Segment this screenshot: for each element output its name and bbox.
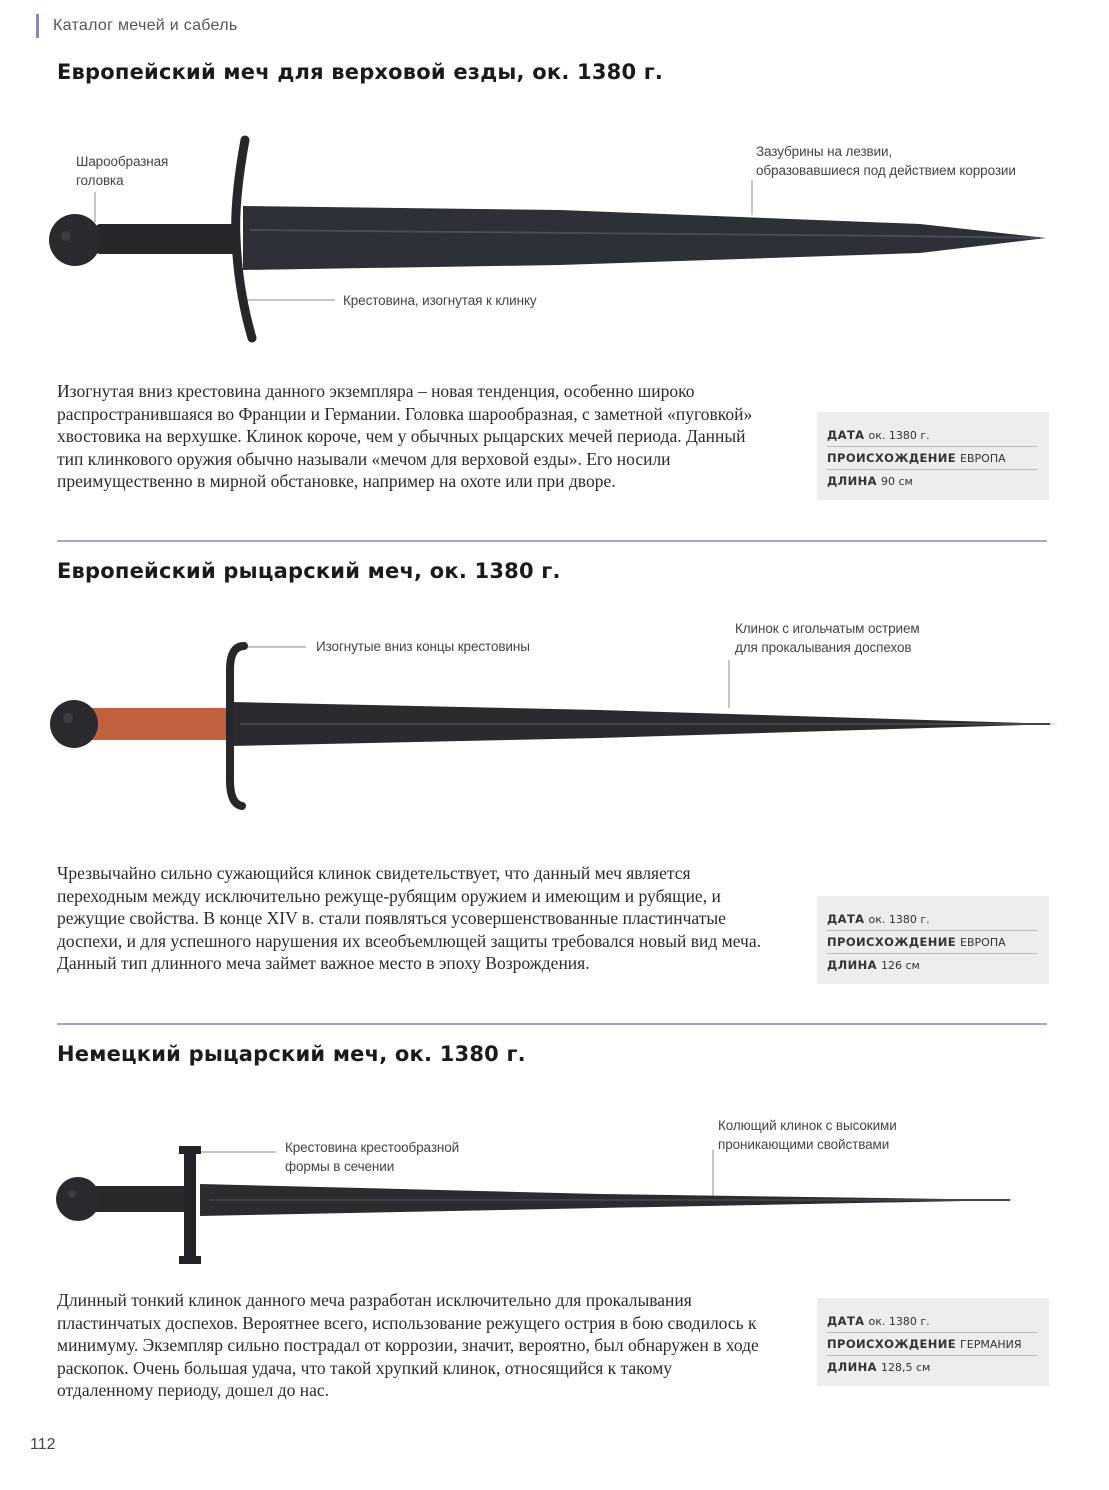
- german-sword-image: [0, 1120, 1109, 1300]
- page-number: 112: [30, 1436, 56, 1453]
- info-value: ок. 1380 г.: [868, 429, 930, 442]
- section-title: Немецкий рыцарский меч, ок. 1380 г.: [57, 1042, 526, 1066]
- callout-blade-line-2: для прокалывания доспехов: [735, 640, 912, 655]
- callout-cruciform-guard: [285, 1138, 459, 1176]
- info-row-date: [827, 908, 1037, 931]
- section-title: Европейский меч для верховой езды, ок. 1380 г.: [57, 60, 664, 84]
- info-box: [817, 412, 1049, 500]
- info-box: [817, 1298, 1049, 1386]
- running-head-title: Каталог мечей и сабель: [53, 17, 238, 34]
- callout-pommel-line-2: головка: [76, 173, 124, 188]
- section-body-text: Чрезвычайно сильно сужающийся клинок свидетельствует, что данный меч является переходным между исключительно режуще-рубящим оружием и имеющим и рубящие, и режущие свойства. В конце XIV в. стали появляться усовершенствованные пластинчатые доспехи, и для успешного нарушения их всеобъемлющей защиты требовался новый вид меча. Данный тип длинного меча займет важное место в эпоху Возрождения.: [57, 863, 761, 973]
- knight-sword-image: [0, 600, 1109, 860]
- info-row-date: [827, 1310, 1037, 1333]
- info-box: [817, 896, 1049, 984]
- info-key: ДЛИНА: [827, 474, 877, 488]
- section-divider: [57, 1023, 1047, 1025]
- info-value: ок. 1380 г.: [868, 913, 930, 926]
- callout-crossguard-ends: Изогнутые вниз концы крестовины: [316, 639, 530, 654]
- callout-notches-line-1: Зазубрины на лезвии,: [756, 144, 893, 159]
- info-row-length: [827, 954, 1037, 976]
- info-key: ПРОИСХОЖДЕНИЕ: [827, 1337, 957, 1351]
- callout-blade-line-1: Клинок с игольчатым острием: [735, 621, 920, 636]
- info-row-origin: [827, 1333, 1037, 1356]
- callout-blade-line-2: проникающими свойствами: [718, 1137, 890, 1152]
- callout-pommel-line-1: Шарообразная: [76, 154, 169, 169]
- info-value: 90 см: [880, 475, 913, 488]
- callout-needle-blade: [735, 619, 920, 657]
- info-key: ПРОИСХОЖДЕНИЕ: [827, 451, 957, 465]
- info-key: ДЛИНА: [827, 958, 877, 972]
- info-row-origin: [827, 931, 1037, 954]
- callout-notches-line-2: образовавшиеся под действием коррозии: [756, 163, 1016, 178]
- info-value: ГЕРМАНИЯ: [960, 1338, 1022, 1351]
- info-key: ДАТА: [827, 428, 865, 442]
- callout-guard-line-2: формы в сечении: [285, 1159, 395, 1174]
- callout-blade-line-1: Колющий клинок с высокими: [718, 1118, 897, 1133]
- info-value: 126 см: [880, 959, 920, 972]
- info-key: ДЛИНА: [827, 1360, 877, 1374]
- info-key: ДАТА: [827, 912, 865, 926]
- info-value: 128,5 см: [880, 1361, 931, 1374]
- callout-notches: [756, 142, 1016, 180]
- info-key: ДАТА: [827, 1314, 865, 1328]
- section-title: Европейский рыцарский меч, ок. 1380 г.: [57, 559, 561, 583]
- callout-guard-line-1: Крестовина крестообразной: [285, 1140, 460, 1155]
- info-key: ПРОИСХОЖДЕНИЕ: [827, 935, 957, 949]
- callout-pommel: [76, 152, 168, 190]
- callout-crossguard: Крестовина, изогнутая к клинку: [343, 293, 537, 308]
- info-value: ок. 1380 г.: [868, 1315, 930, 1328]
- info-row-length: [827, 1356, 1037, 1378]
- info-row-length: [827, 470, 1037, 492]
- info-row-date: [827, 424, 1037, 447]
- info-value: ЕВРОПА: [960, 936, 1006, 949]
- section-body-text: Изогнутая вниз крестовина данного экземпляра – новая тенденция, особенно широко распространившаяся во Франции и Германии. Головка шарообразная, с заметной «пуговкой» хвостовика на верхушке. Клинок короче, чем у обычных рыцарских мечей периода. Данный тип клинкового оружия обычно называли «мечом для верховой езды». Его носили преимущественно в мирной обстановке, например на охоте или при дворе.: [57, 381, 753, 491]
- section-body-text: Длинный тонкий клинок данного меча разработан исключительно для прокалывания пластинчатых доспехов. Вероятнее всего, использование режущего острия в бою сводилось к минимуму. Экземпляр сильно пострадал от коррозии, значит, вероятно, был обнаружен в ходе раскопок. Очень большая удача, что такой хрупкий клинок, относящийся к такому отдаленному периоду, дошел до нас.: [57, 1290, 759, 1400]
- callout-piercing-blade: [718, 1116, 897, 1154]
- info-value: ЕВРОПА: [960, 452, 1006, 465]
- section-divider: [57, 540, 1047, 542]
- info-row-origin: [827, 447, 1037, 470]
